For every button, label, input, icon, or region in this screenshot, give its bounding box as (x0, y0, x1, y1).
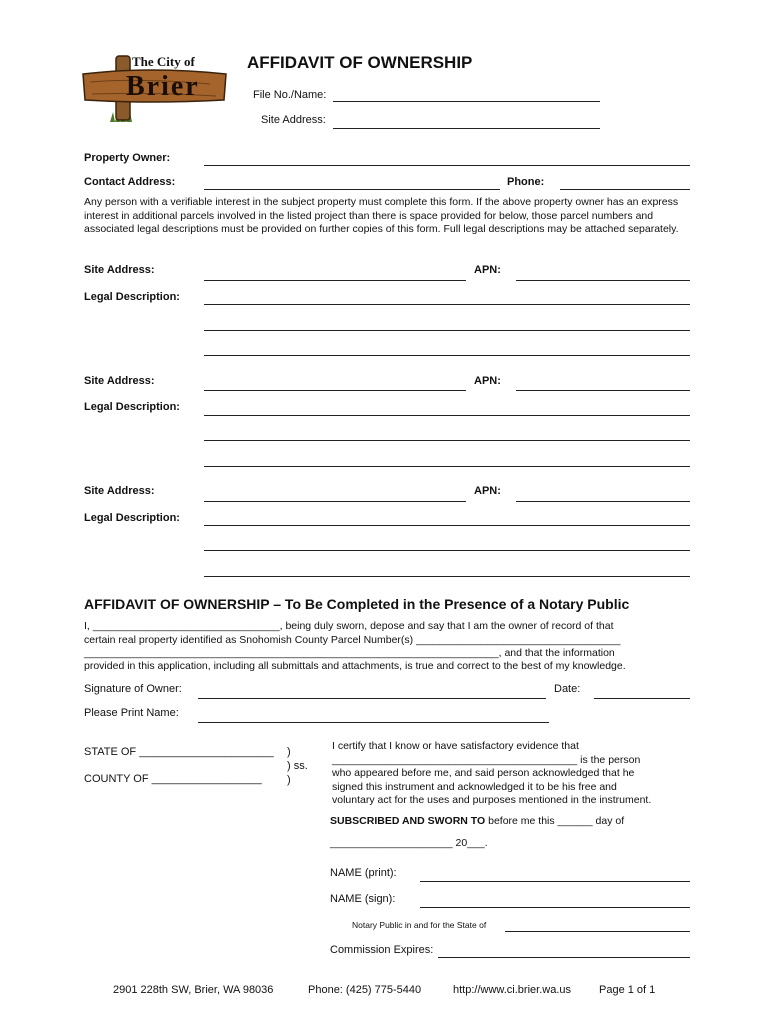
oath-line-4: provided in this application, including all submittals and attachments, is true and correct to the best of my knowledge. (84, 660, 626, 672)
parcel3-apn-label: APN: (474, 485, 501, 497)
parcel3-apn-field[interactable] (516, 501, 690, 502)
venue-paren-1: ) (287, 746, 291, 758)
parcel2-site-address-field[interactable] (204, 390, 466, 391)
parcel1-apn-field[interactable] (516, 280, 690, 281)
parcel3-site-address-label: Site Address: (84, 485, 155, 497)
parcel2-legal-line-1[interactable] (204, 415, 690, 416)
parcel2-legal-line-2[interactable] (204, 440, 690, 441)
header-site-address-label: Site Address: (261, 114, 326, 126)
property-owner-field[interactable] (204, 165, 690, 166)
header-site-address-field[interactable] (333, 128, 600, 129)
parcel1-apn-label: APN: (474, 264, 501, 276)
parcel3-legal-line-3[interactable] (204, 576, 690, 577)
certify-line-4: signed this instrument and acknowledged it to be his free and (332, 781, 617, 793)
city-logo (80, 52, 230, 124)
parcel3-legal-line-1[interactable] (204, 525, 690, 526)
notary-section-heading: AFFIDAVIT OF OWNERSHIP – To Be Completed in the Presence of a Notary Public (84, 596, 630, 612)
parcel1-site-address-label: Site Address: (84, 264, 155, 276)
certify-line-5: voluntary act for the uses and purposes mentioned in the instrument. (332, 794, 652, 806)
footer-address: 2901 228th SW, Brier, WA 98036 (113, 984, 274, 996)
oath-line-2: certain real property identified as Snohomish County Parcel Number(s) ___________________________________ (84, 634, 621, 646)
parcel2-apn-field[interactable] (516, 390, 690, 391)
footer-page-number: Page 1 of 1 (599, 984, 656, 996)
venue-ss: ) ss. (287, 760, 308, 772)
year-line: _____________________ 20___. (330, 837, 488, 849)
venue-paren-3: ) (287, 774, 291, 786)
intro-paragraph: Any person with a verifiable interest in the subject property must complete this form. If the above property owner has an express interest in additional parcels involved in the listed project than there is space provided for below, those parcel numbers and associated legal descriptions must be provided on further copies of this form. Full legal descriptions may be attached separately. (84, 196, 679, 235)
certify-line-1: I certify that I know or have satisfactory evidence that (332, 740, 579, 752)
state-of-line: STATE OF ______________________ (84, 746, 274, 758)
logo-text-top: The City of (132, 54, 195, 69)
parcel3-legal-line-2[interactable] (204, 550, 690, 551)
contact-address-label: Contact Address: (84, 176, 176, 188)
page-title: AFFIDAVIT OF OWNERSHIP (247, 53, 473, 72)
oath-line-1: I, ________________________________, being duly sworn, depose and say that I am the owner of record of that (84, 620, 614, 632)
phone-label: Phone: (507, 176, 545, 188)
notary-public-state-field[interactable] (505, 931, 690, 932)
oath-line-3: _______________________________________________________________________, and that the information (84, 647, 615, 659)
file-no-label: File No./Name: (253, 89, 327, 101)
footer-phone: Phone: (425) 775-5440 (308, 984, 422, 996)
property-owner-label: Property Owner: (84, 152, 171, 164)
parcel2-legal-line-3[interactable] (204, 466, 690, 467)
logo-text-main: Brier (126, 71, 200, 102)
commission-expires-field[interactable] (438, 957, 690, 958)
contact-address-field[interactable] (204, 189, 500, 190)
notary-public-state-label: Notary Public in and for the State of (352, 920, 487, 930)
parcel3-site-address-field[interactable] (204, 501, 466, 502)
file-no-field[interactable] (333, 101, 600, 102)
commission-expires-label: Commission Expires: (330, 944, 434, 956)
owner-signature-label: Signature of Owner: (84, 683, 182, 695)
subscribed-bold-text: SUBSCRIBED AND SWORN TO (330, 815, 486, 827)
notary-name-print-field[interactable] (420, 881, 690, 882)
certify-line-2: __________________________________________ is the person (332, 754, 641, 766)
notary-name-print-label: NAME (print): (330, 867, 397, 879)
parcel3-legal-description-label: Legal Description: (84, 512, 180, 524)
phone-field[interactable] (560, 189, 690, 190)
certify-line-3: who appeared before me, and said person acknowledged that he (332, 767, 635, 779)
parcel2-apn-label: APN: (474, 375, 501, 387)
parcel1-legal-description-label: Legal Description: (84, 291, 180, 303)
notary-name-sign-field[interactable] (420, 907, 690, 908)
notary-name-sign-label: NAME (sign): (330, 893, 396, 905)
owner-signature-field[interactable] (198, 698, 546, 699)
parcel1-legal-line-3[interactable] (204, 355, 690, 356)
parcel1-legal-line-1[interactable] (204, 304, 690, 305)
date-field[interactable] (594, 698, 690, 699)
subscribed-rest-text: before me this ______ day of (485, 815, 625, 827)
parcel2-site-address-label: Site Address: (84, 375, 155, 387)
print-name-label: Please Print Name: (84, 707, 179, 719)
subscribed-sworn-line (330, 815, 624, 827)
parcel2-legal-description-label: Legal Description: (84, 401, 180, 413)
parcel1-site-address-field[interactable] (204, 280, 466, 281)
parcel1-legal-line-2[interactable] (204, 330, 690, 331)
date-label: Date: (554, 683, 581, 695)
county-of-line: COUNTY OF __________________ (84, 773, 262, 785)
print-name-field[interactable] (198, 722, 549, 723)
footer-url[interactable]: http://www.ci.brier.wa.us (453, 984, 571, 996)
